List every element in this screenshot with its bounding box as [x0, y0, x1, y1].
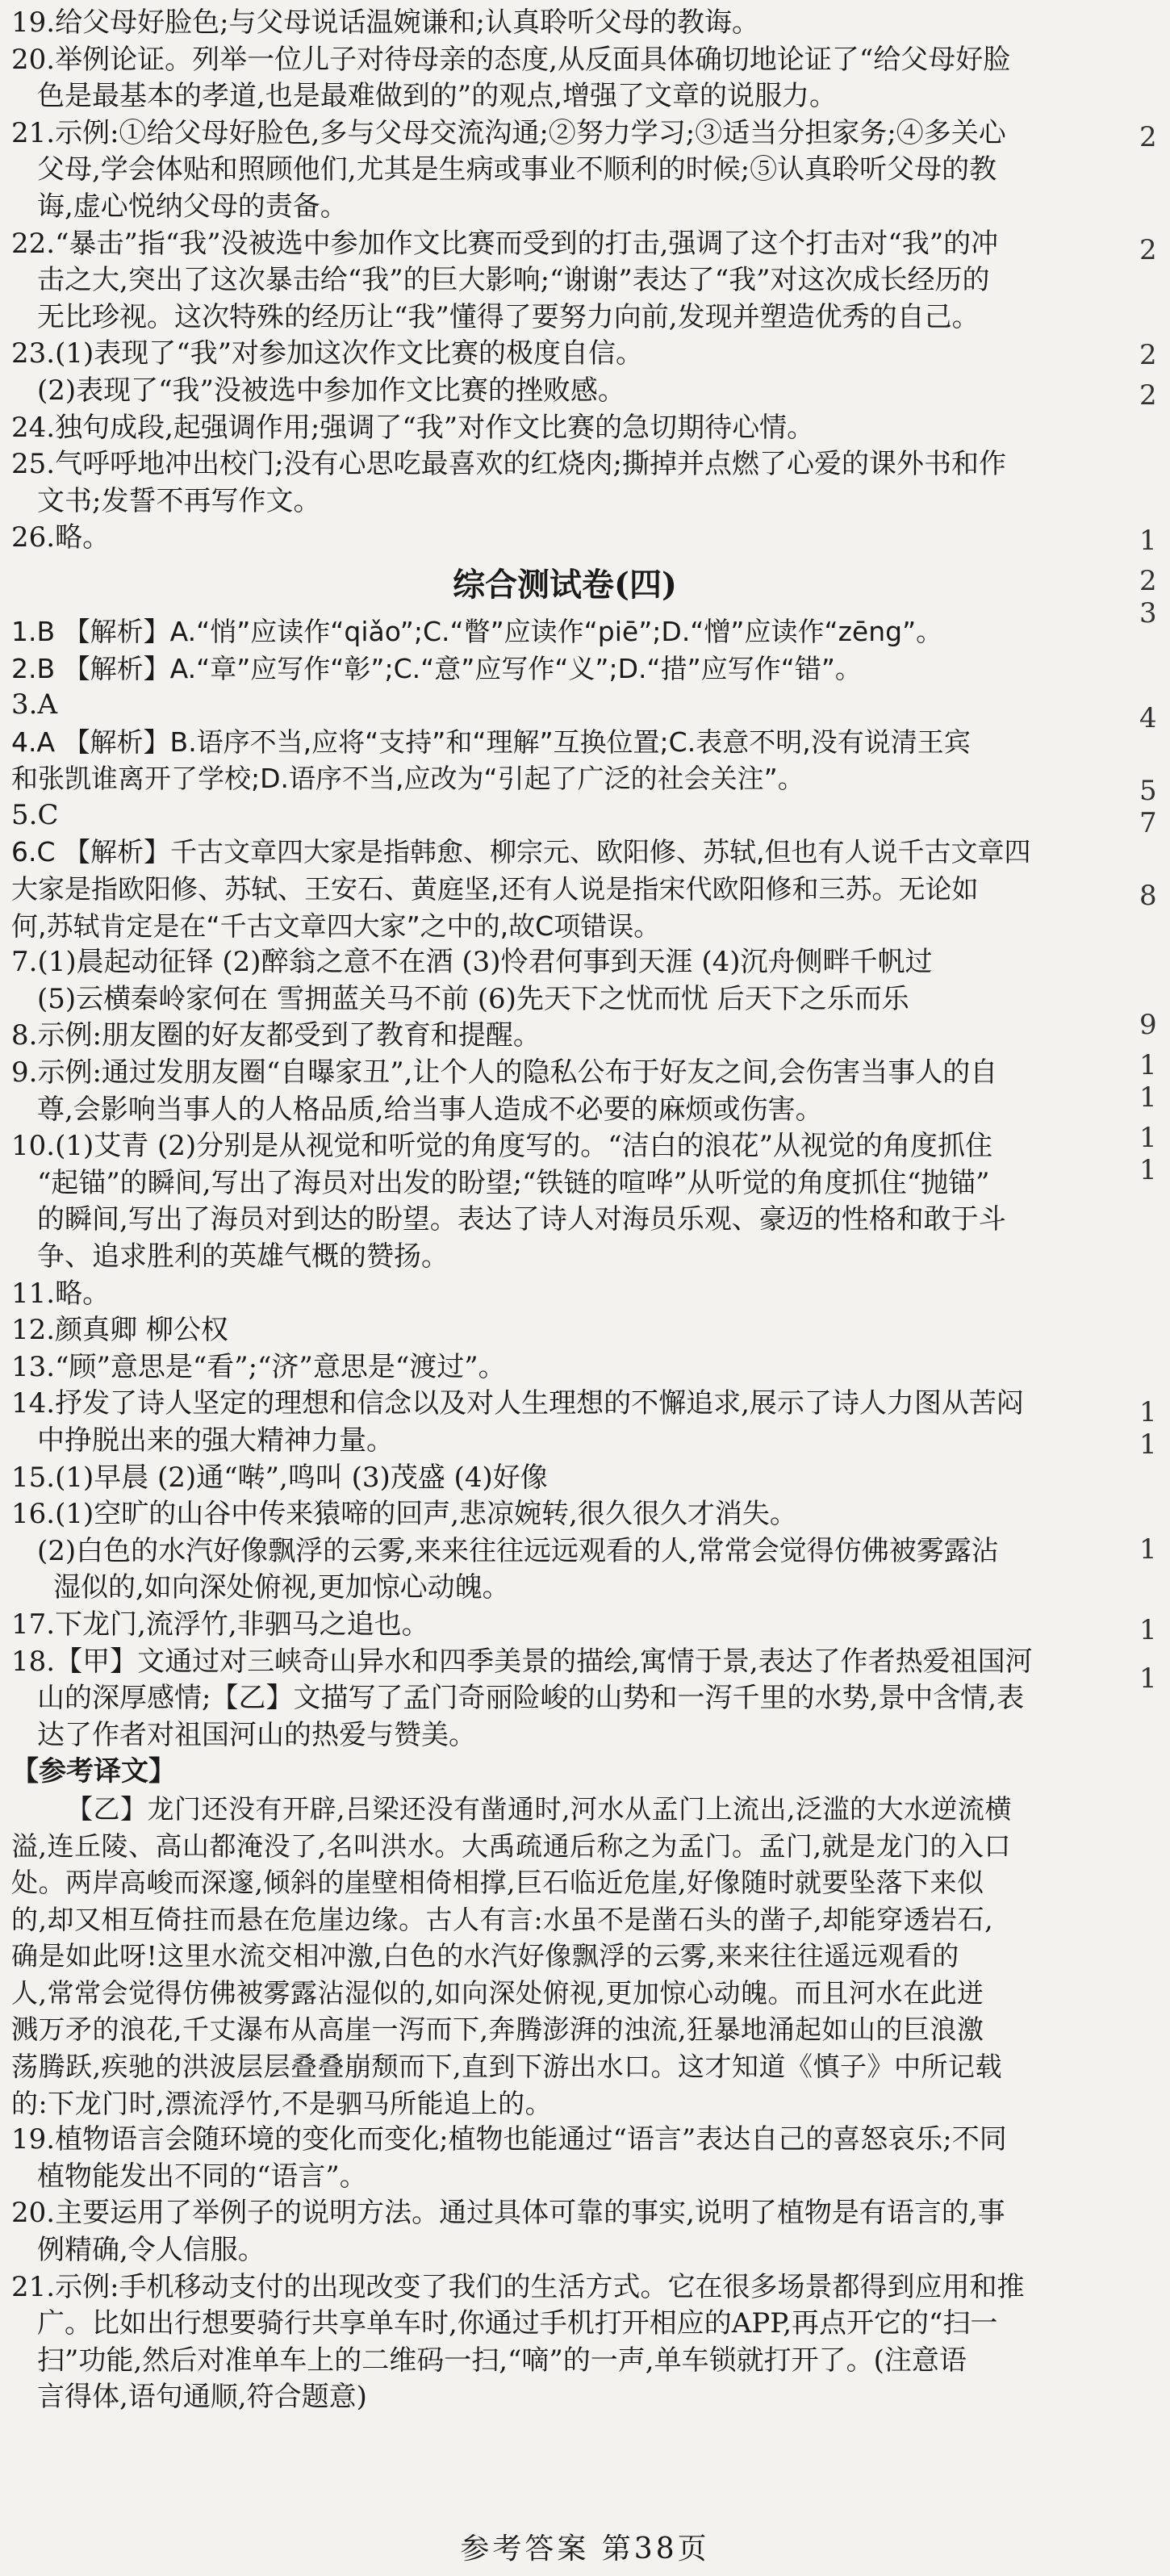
edge-mark: 1 — [1139, 1662, 1157, 1695]
edge-mark: 1 — [1139, 1081, 1157, 1114]
edge-mark: 8 — [1139, 880, 1157, 912]
edge-mark: 3 — [1139, 597, 1157, 629]
text-line: 的:下龙门时,漂流浮竹,不是驷马所能追上的。 — [11, 2087, 553, 2119]
text-line: 13.“顾”意思是“看”;“济”意思是“渡过”。 — [11, 1350, 506, 1383]
text-line: 父母,学会体贴和照顾他们,尤其是生病或事业不顺利的时候;⑤认真聆听父母的教 — [37, 153, 997, 186]
text-line: 22.“暴击”指“我”没被选中参加作文比赛而受到的打击,强调了这个打击对“我”的冲 — [11, 227, 999, 260]
edge-mark: 1 — [1139, 1396, 1157, 1428]
edge-mark: 7 — [1139, 807, 1157, 839]
text-line: 2.B 【解析】A.“章”应写作“彰”;C.“意”应写作“义”;D.“措”应写作“错”。 — [11, 652, 862, 684]
text-line: 25.气呼呼地冲出校门;没有心思吃最喜欢的红烧肉;撕掉并点燃了心爱的课外书和作 — [11, 448, 1006, 481]
text-line: 处。两岸高峻而深邃,倾斜的崖壁相倚相撑,巨石临近危崖,好像随时就要坠落下来似 — [11, 1867, 984, 1899]
text-line: 的瞬间,写出了海员对到达的盼望。表达了诗人对海员乐观、豪迈的性格和敢于斗 — [37, 1203, 1006, 1236]
text-line: 6.C 【解析】千古文章四大家是指韩愈、柳宗元、欧阳修、苏轼,但也有人说千古文章四 — [11, 836, 1031, 868]
text-line: 确是如此呀!这里水流交相冲激,白色的水汽好像飘浮的云雾,来来往往遥远观看的 — [11, 1940, 959, 1972]
text-line: 扫”功能,然后对准单车上的二维码一扫,“嘀”的一声,单车锁就打开了。(注意语 — [37, 2344, 967, 2377]
text-line: 19.植物语言会随环境的变化而变化;植物也能通过“语言”表达自己的喜怒哀乐;不同 — [11, 2123, 1007, 2156]
text-line: 7.(1)晨起动征铎 (2)醉翁之意不在酒 (3)怜君何事到天涯 (4)沉舟侧畔千帆过 — [11, 946, 933, 979]
translation-heading: 【参考译文】 — [11, 1755, 176, 1788]
edge-mark: 2 — [1139, 565, 1157, 597]
text-line: 4.A 【解析】B.语序不当,应将“支持”和“理解”互换位置;C.表意不明,没有说清王宾 — [11, 726, 971, 758]
text-line: 中挣脱出来的强大精神力量。 — [37, 1424, 394, 1457]
text-line: 山的深厚感情;【乙】文描写了孟门奇丽险峻的山势和一泻千里的水势,景中含情,表 — [37, 1682, 1025, 1715]
section-title: 综合测试卷(四) — [453, 565, 677, 604]
text-line: 湿似的,如向深处俯视,更加惊心动魄。 — [53, 1571, 510, 1604]
text-line: 和张凯谁离开了学校;D.语序不当,应改为“引起了广泛的社会关注”。 — [11, 763, 804, 795]
edge-mark: 1 — [1139, 1533, 1157, 1566]
page-footer: 参考答案 第38页 — [460, 2532, 710, 2566]
text-line: 12.颜真卿 柳公权 — [11, 1314, 228, 1347]
text-line: 21.示例:手机移动支付的出现改变了我们的生活方式。它在很多场景都得到应用和推 — [11, 2270, 1025, 2303]
text-line: “起锚”的瞬间,写出了海员对出发的盼望;“铁链的喧哗”从听觉的角度抓住“抛锚” — [37, 1166, 990, 1199]
text-line: 达了作者对祖国河山的热爱与赞美。 — [37, 1718, 476, 1751]
text-line: 20.主要运用了举例子的说明方法。通过具体可靠的事实,说明了植物是有语言的,事 — [11, 2197, 1005, 2230]
adjacent-page-edge — [1136, 0, 1170, 2576]
text-line: 溅万矛的浪花,千丈瀑布从高崖一泻而下,奔腾澎湃的浊流,狂暴地涌起如山的巨浪激 — [11, 2014, 984, 2046]
text-line: 14.抒发了诗人坚定的理想和信念以及对人生理想的不懈追求,展示了诗人力图从苦闷 — [11, 1387, 1024, 1420]
edge-mark: 2 — [1139, 121, 1157, 153]
answer-key-page — [0, 5, 1130, 2416]
text-line: 23.(1)表现了“我”对参加这次作文比赛的极度自信。 — [11, 337, 643, 370]
text-line: 20.举例论证。列举一位儿子对待母亲的态度,从反面具体确切地论证了“给父母好脸 — [11, 43, 1011, 76]
text-line: 11.略。 — [11, 1277, 111, 1310]
text-line: 尊,会影响当事人的人格品质,给当事人造成不必要的麻烦或伤害。 — [37, 1093, 823, 1126]
edge-mark: 2 — [1139, 234, 1157, 266]
edge-mark: 1 — [1139, 1049, 1157, 1081]
text-line: 溢,连丘陵、高山都淹没了,名叫洪水。大禹疏通后称之为孟门。孟门,就是龙门的入口 — [11, 1830, 1011, 1862]
text-line: (5)云横秦岭家何在 雪拥蓝关马不前 (6)先天下之忧而忧 后天下之乐而乐 — [37, 982, 909, 1015]
edge-mark: 1 — [1139, 1614, 1157, 1646]
edge-mark: 9 — [1139, 1009, 1157, 1041]
text-line: 21.示例:①给父母好脸色,多与父母交流沟通;②努力学习;③适当分担家务;④多关心 — [11, 116, 1006, 149]
text-line: 16.(1)空旷的山谷中传来猿啼的回声,悲凉婉转,很久很久才消失。 — [11, 1498, 797, 1531]
text-line: 3.A — [11, 688, 57, 721]
edge-mark: 1 — [1139, 525, 1157, 557]
text-line: 8.示例:朋友圈的好友都受到了教育和提醒。 — [11, 1019, 541, 1052]
text-line: 大家是指欧阳修、苏轼、王安石、黄庭坚,还有人说是指宋代欧阳修和三苏。无论如 — [11, 873, 979, 905]
text-line: (2)表现了“我”没被选中参加作文比赛的挫败感。 — [37, 374, 625, 407]
text-line: 言得体,语句通顺,符合题意) — [37, 2381, 367, 2414]
edge-mark: 2 — [1139, 339, 1157, 371]
text-line: (2)白色的水汽好像飘浮的云雾,来来往往远远观看的人,常常会觉得仿佛被雾露沾 — [37, 1534, 999, 1567]
edge-mark: 4 — [1139, 702, 1157, 734]
text-line: 18.【甲】文通过对三峡奇山异水和四季美景的描绘,寓情于景,表达了作者热爱祖国河 — [11, 1645, 1033, 1678]
text-line: 【乙】龙门还没有开辟,吕梁还没有凿通时,河水从孟门上流出,泛滥的大水逆流横 — [66, 1792, 1012, 1825]
text-line: 荡腾跃,疾驰的洪波层层叠叠崩颓而下,直到下游出水口。这才知道《慎子》中所记载 — [11, 2051, 1002, 2083]
text-line: 24.独句成段,起强调作用;强调了“我”对作文比赛的急切期待心情。 — [11, 411, 815, 444]
edge-mark: 2 — [1139, 379, 1157, 412]
text-line: 例精确,令人信服。 — [37, 2234, 265, 2267]
text-line: 植物能发出不同的“语言”。 — [37, 2160, 367, 2193]
text-line: 何,苏轼肯定是在“千古文章四大家”之中的,故C项错误。 — [11, 910, 661, 942]
edge-mark: 1 — [1139, 1122, 1157, 1154]
edge-mark: 1 — [1139, 1154, 1157, 1186]
text-line: 15.(1)早晨 (2)通“啭”,鸣叫 (3)茂盛 (4)好像 — [11, 1461, 548, 1494]
text-line: 诲,虚心悦纳父母的责备。 — [37, 190, 348, 223]
text-line: 人,常常会觉得仿佛被雾露沾湿似的,如向深处俯视,更加惊心动魄。而且河水在此迸 — [11, 1976, 984, 2009]
text-line: 9.示例:通过发朋友圈“自曝家丑”,让个人的隐私公布于好友之间,会伤害当事人的自 — [11, 1056, 998, 1089]
text-line: 5.C — [11, 798, 59, 831]
text-line: 的,却又相互倚拄而悬在危崖边缘。古人有言:水虽不是凿石头的凿子,却能穿透岩石, — [11, 1903, 994, 1935]
text-line: 无比珍视。这次特殊的经历让“我”懂得了要努力向前,发现并塑造优秀的自己。 — [37, 300, 980, 333]
text-line: 争、追求胜利的英雄气概的赞扬。 — [37, 1240, 449, 1273]
text-line: 26.略。 — [11, 521, 111, 554]
edge-mark: 1 — [1139, 1428, 1157, 1461]
text-line: 击之大,突出了这次暴击给“我”的巨大影响;“谢谢”表达了“我”对这次成长经历的 — [37, 264, 990, 297]
text-line: 17.下龙门,流浮竹,非驷马之追也。 — [11, 1608, 429, 1641]
edge-mark: 5 — [1139, 775, 1157, 807]
text-line: 19.给父母好脸色;与父母说话温婉谦和;认真聆听父母的教诲。 — [11, 6, 759, 39]
text-line: 1.B 【解析】A.“悄”应读作“qiǎo”;C.“瞥”应读作“piē”;D.“憎”应读作“zēng”。 — [11, 615, 943, 647]
text-line: 10.(1)艾青 (2)分别是从视觉和听觉的角度写的。“洁白的浪花”从视觉的角度抓住 — [11, 1130, 992, 1163]
text-line: 色是最基本的孝道,也是最难做到的”的观点,增强了文章的说服力。 — [37, 80, 837, 113]
text-line: 广。比如出行想要骑行共享单车时,你通过手机打开相应的APP,再点开它的“扫一 — [37, 2307, 998, 2340]
text-line: 文书;发誓不再写作文。 — [37, 484, 321, 517]
